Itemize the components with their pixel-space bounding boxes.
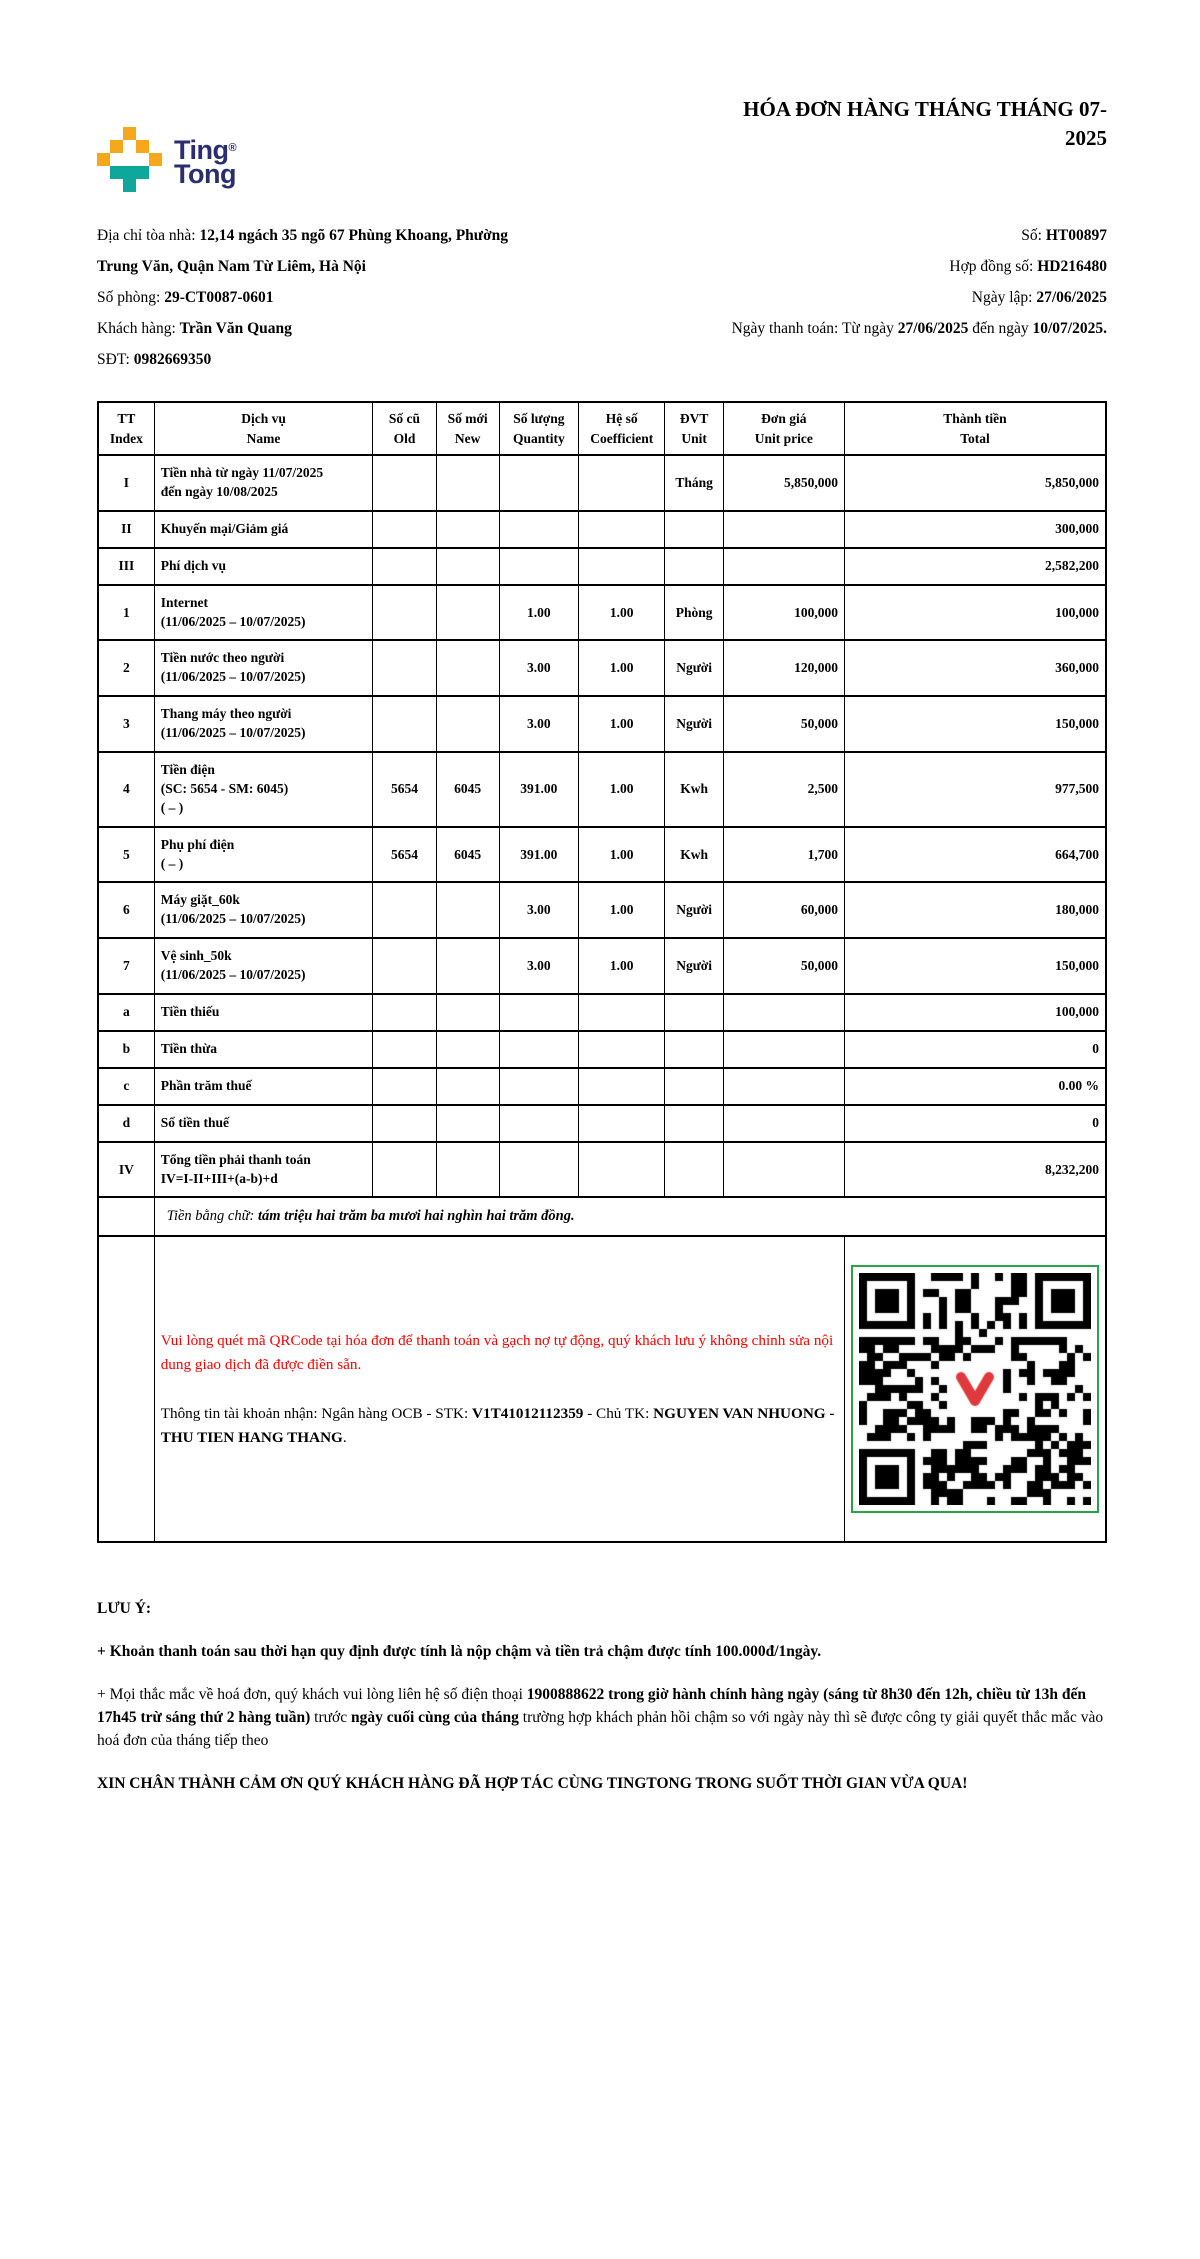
logo-pixel-empty <box>136 179 149 192</box>
logo-pixel <box>136 140 149 153</box>
table-cell <box>665 1105 723 1142</box>
logo-pixel-empty <box>97 166 110 179</box>
table-cell: Người <box>665 696 723 752</box>
registered-mark: ® <box>228 142 237 154</box>
text-segment: V1T41012112359 <box>472 1405 584 1423</box>
table-cell <box>723 994 844 1031</box>
table-cell: 100,000 <box>723 585 844 641</box>
meta-line <box>663 251 1107 282</box>
invoice-title-line2: 2025 <box>1065 126 1107 150</box>
table-cell <box>373 994 436 1031</box>
table-cell: 300,000 <box>844 511 1106 548</box>
text-segment: 12,14 ngách 35 ngõ 67 Phùng Khoang, Phường <box>199 227 509 244</box>
logo-pixel-empty <box>123 153 136 166</box>
text-segment: Địa chỉ tòa nhà: <box>97 227 200 244</box>
table-cell: 1.00 <box>579 938 665 994</box>
qr-warning-text <box>161 1329 838 1376</box>
text-segment: 27/06/2025 <box>1036 289 1107 306</box>
invoice-meta <box>97 220 1107 375</box>
table-cell: 3.00 <box>499 640 578 696</box>
service-name-cell: Tiền điện (SC: 5654 - SM: 6045) ( – ) <box>154 752 373 827</box>
service-name-cell: Phí dịch vụ <box>154 548 373 585</box>
logo-pixel <box>123 127 136 140</box>
table-cell: 391.00 <box>499 827 578 883</box>
table-cell: III <box>98 548 154 585</box>
wordmark-tong: Tong <box>174 159 236 189</box>
table-cell: 0 <box>844 1031 1106 1068</box>
text-segment: Số: <box>1021 227 1046 244</box>
text-segment: tám triệu hai trăm ba mươi hai nghìn hai trăm đồng. <box>257 1208 575 1225</box>
table-cell <box>723 548 844 585</box>
table-cell: 180,000 <box>844 882 1106 938</box>
table-cell: 120,000 <box>723 640 844 696</box>
text-segment: Tiền bằng chữ: <box>166 1208 258 1225</box>
text-segment: Ngày thanh toán: Từ ngày <box>731 320 898 337</box>
table-cell <box>579 548 665 585</box>
service-name-cell: Thang máy theo người (11/06/2025 – 10/07/2025) <box>154 696 373 752</box>
meta-line <box>97 313 663 344</box>
table-cell: 391.00 <box>499 752 578 827</box>
table-cell: 100,000 <box>844 994 1106 1031</box>
table-cell <box>436 511 499 548</box>
table-cell: I <box>98 455 154 511</box>
table-row <box>98 511 1106 548</box>
header <box>97 93 1107 192</box>
table-cell: 6045 <box>436 827 499 883</box>
text-segment: HD216480 <box>1037 258 1107 275</box>
table-cell: 1.00 <box>499 585 578 641</box>
table-cell: 8,232,200 <box>844 1142 1106 1198</box>
table-cell: 5654 <box>373 827 436 883</box>
meta-line <box>97 344 663 375</box>
table-cell <box>665 548 723 585</box>
table-cell: 1,700 <box>723 827 844 883</box>
logo-pixel-empty <box>136 127 149 140</box>
logo-pixel <box>110 166 123 179</box>
table-cell: 150,000 <box>844 696 1106 752</box>
table-cell: 664,700 <box>844 827 1106 883</box>
logo-pixel-empty <box>110 179 123 192</box>
table-cell <box>579 455 665 511</box>
text-segment: - Chủ TK: <box>583 1405 654 1423</box>
meta-line <box>663 282 1107 313</box>
text-segment: 27/06/2025 <box>897 320 969 337</box>
table-cell <box>499 1031 578 1068</box>
qr-instructions-cell <box>154 1236 844 1542</box>
table-cell <box>436 455 499 511</box>
table-cell <box>436 1031 499 1068</box>
logo-pixel <box>123 166 136 179</box>
table-cell <box>665 1142 723 1198</box>
table-row <box>98 585 1106 641</box>
table-cell <box>436 696 499 752</box>
qr-cell <box>844 1236 1106 1542</box>
text-segment: XIN CHÂN THÀNH CẢM ƠN QUÝ KHÁCH HÀNG ĐÃ HỢP TÁC CÙNG TINGTONG TRONG SUỐT THỜI GIAN VỪA QUA! <box>97 1775 968 1793</box>
logo-pixel-empty <box>149 140 162 153</box>
table-cell: II <box>98 511 154 548</box>
table-cell: 2 <box>98 640 154 696</box>
table-row <box>98 1105 1106 1142</box>
service-name-cell: Khuyến mại/Giảm giá <box>154 511 373 548</box>
table-cell <box>373 548 436 585</box>
table-cell <box>499 994 578 1031</box>
column-header: TT Index <box>98 402 154 455</box>
service-name-cell: Tiền thừa <box>154 1031 373 1068</box>
logo-pixel-empty <box>149 127 162 140</box>
meta-line <box>97 220 663 251</box>
table-cell <box>723 511 844 548</box>
text-segment: Trần Văn Quang <box>179 320 292 337</box>
table-cell: 2,500 <box>723 752 844 827</box>
table-cell: 3 <box>98 696 154 752</box>
text-segment: 10/07/2025. <box>1032 320 1107 337</box>
logo-pixel-empty <box>110 153 123 166</box>
service-name-cell: Phụ phí điện ( – ) <box>154 827 373 883</box>
text-segment: Số phòng: <box>97 289 165 306</box>
logo-pixel-empty <box>110 127 123 140</box>
logo-pixel-empty <box>97 127 110 140</box>
table-cell <box>98 1236 154 1542</box>
table-cell: 5 <box>98 827 154 883</box>
service-name-cell: Số tiền thuế <box>154 1105 373 1142</box>
table-cell <box>436 1105 499 1142</box>
table-cell: 50,000 <box>723 938 844 994</box>
table-cell: b <box>98 1031 154 1068</box>
table-cell <box>723 1031 844 1068</box>
table-cell: 3.00 <box>499 882 578 938</box>
column-header: Đơn giá Unit price <box>723 402 844 455</box>
table-cell <box>436 1068 499 1105</box>
table-cell: 5,850,000 <box>844 455 1106 511</box>
table-cell: 1.00 <box>579 585 665 641</box>
table-cell <box>723 1068 844 1105</box>
column-header: Số cũ Old <box>373 402 436 455</box>
column-header: ĐVT Unit <box>665 402 723 455</box>
table-cell <box>373 696 436 752</box>
table-cell <box>436 938 499 994</box>
tingtong-wordmark <box>174 135 237 189</box>
table-cell <box>665 1068 723 1105</box>
note-hotline <box>97 1683 1107 1752</box>
table-cell: 150,000 <box>844 938 1106 994</box>
service-name-cell: Tổng tiền phải thanh toán IV=I-II+III+(a-b)+d <box>154 1142 373 1198</box>
table-cell <box>579 1068 665 1105</box>
notes-heading: LƯU Ý: <box>97 1600 152 1618</box>
invoice-title-line1: HÓA ĐƠN HÀNG THÁNG THÁNG 07- <box>743 97 1107 121</box>
meta-line <box>663 220 1107 251</box>
table-cell: 3.00 <box>499 696 578 752</box>
table-cell <box>436 585 499 641</box>
table-row <box>98 882 1106 938</box>
table-cell: Phòng <box>665 585 723 641</box>
logo-pixel-empty <box>149 166 162 179</box>
table-cell <box>579 994 665 1031</box>
table-cell: 1.00 <box>579 752 665 827</box>
text-segment: Ngày lập: <box>971 289 1037 306</box>
table-row <box>98 455 1106 511</box>
table-cell: 5654 <box>373 752 436 827</box>
table-cell: Kwh <box>665 827 723 883</box>
table-cell: 1.00 <box>579 640 665 696</box>
table-cell: 6 <box>98 882 154 938</box>
logo-pixel-empty <box>136 153 149 166</box>
column-header: Số mới New <box>436 402 499 455</box>
text-segment: Trung Văn, Quận Nam Từ Liêm, Hà Nội <box>97 258 366 275</box>
table-cell: d <box>98 1105 154 1142</box>
text-segment: . <box>342 1428 347 1446</box>
service-name-cell: Internet (11/06/2025 – 10/07/2025) <box>154 585 373 641</box>
table-row <box>98 994 1106 1031</box>
qr-code-frame <box>851 1265 1099 1513</box>
table-cell <box>373 1105 436 1142</box>
table-cell <box>373 938 436 994</box>
table-cell: c <box>98 1068 154 1105</box>
table-cell <box>499 548 578 585</box>
table-cell <box>499 455 578 511</box>
table-row <box>98 548 1106 585</box>
column-header: Hệ số Coefficient <box>579 402 665 455</box>
table-cell: 5,850,000 <box>723 455 844 511</box>
text-segment: Khách hàng: <box>97 320 180 337</box>
table-cell <box>723 1142 844 1198</box>
table-cell <box>723 1105 844 1142</box>
table-row <box>98 1031 1106 1068</box>
table-cell <box>373 511 436 548</box>
logo-pixel <box>149 153 162 166</box>
service-name-cell: Tiền nước theo người (11/06/2025 – 10/07/2025) <box>154 640 373 696</box>
note-thank-you <box>97 1772 1107 1795</box>
column-header: Thành tiền Total <box>844 402 1106 455</box>
qr-row <box>98 1236 1106 1542</box>
meta-line <box>97 282 663 313</box>
table-row <box>98 827 1106 883</box>
table-cell: Người <box>665 882 723 938</box>
table-cell <box>579 511 665 548</box>
table-cell <box>373 585 436 641</box>
text-segment: NGUYEN VAN NHUONG - THU TIEN HANG THANG <box>160 1405 835 1446</box>
meta-line <box>663 313 1107 344</box>
table-cell <box>579 1142 665 1198</box>
service-name-cell: Tiền thiếu <box>154 994 373 1031</box>
text-segment: 0982669350 <box>133 351 212 368</box>
table-cell <box>373 1068 436 1105</box>
table-cell <box>373 1142 436 1198</box>
table-cell: 1.00 <box>579 827 665 883</box>
table-cell: 1.00 <box>579 696 665 752</box>
table-cell <box>665 511 723 548</box>
table-cell: IV <box>98 1142 154 1198</box>
table-row <box>98 1068 1106 1105</box>
table-cell: 1 <box>98 585 154 641</box>
tingtong-logo <box>97 127 236 192</box>
text-segment: + Khoản thanh toán sau thời hạn quy định được tính là nộp chậm và tiền trả chậm được tính 100.000đ/1ngày. <box>97 1643 822 1661</box>
table-cell <box>436 548 499 585</box>
table-cell: 360,000 <box>844 640 1106 696</box>
column-header: Số lượng Quantity <box>499 402 578 455</box>
tingtong-logo-icon <box>97 127 162 192</box>
text-segment: 29-CT0087-0601 <box>164 289 274 306</box>
table-row <box>98 1142 1106 1198</box>
amount-in-words-cell <box>154 1197 1106 1236</box>
service-name-cell: Phần trăm thuế <box>154 1068 373 1105</box>
table-cell <box>373 882 436 938</box>
text-segment: ngày cuối cùng của tháng <box>350 1709 519 1727</box>
table-cell: Người <box>665 640 723 696</box>
table-cell <box>373 640 436 696</box>
service-name-cell: Máy giặt_60k (11/06/2025 – 10/07/2025) <box>154 882 373 938</box>
meta-line <box>97 251 663 282</box>
table-cell <box>98 1197 154 1236</box>
customer-info <box>97 220 663 375</box>
text-segment: đến ngày <box>968 320 1033 337</box>
table-row <box>98 640 1106 696</box>
text-segment: trước <box>310 1709 351 1727</box>
logo-pixel-empty <box>97 179 110 192</box>
text-segment: trường hợp khách phản hồi chậm so với ngày này thì sẽ được công ty giải quyết thắc mắc vào hoá đơn của tháng tiếp theo <box>97 1709 1104 1750</box>
table-header-row <box>98 402 1106 455</box>
column-header: Dịch vụ Name <box>154 402 373 455</box>
table-cell: 60,000 <box>723 882 844 938</box>
bank-account-text <box>161 1402 838 1449</box>
table-row <box>98 696 1106 752</box>
table-cell: 6045 <box>436 752 499 827</box>
table-cell <box>499 511 578 548</box>
table-cell <box>436 640 499 696</box>
table-cell: 2,582,200 <box>844 548 1106 585</box>
wordmark-ting: Ting <box>174 135 229 165</box>
table-cell: 4 <box>98 752 154 827</box>
note-late-payment <box>97 1640 1107 1663</box>
table-cell: 100,000 <box>844 585 1106 641</box>
table-cell: 0.00 % <box>844 1068 1106 1105</box>
table-cell <box>499 1142 578 1198</box>
table-cell <box>373 455 436 511</box>
text-segment: Vui lòng quét mã QRCode tại hóa đơn để thanh toán và gạch nợ tự động, quý khách lưu ý không chỉnh sửa nội dung giao dịch đã được điền sẵn. <box>160 1332 834 1373</box>
table-cell <box>579 1031 665 1068</box>
logo-pixel <box>123 179 136 192</box>
table-cell: 3.00 <box>499 938 578 994</box>
table-cell: 0 <box>844 1105 1106 1142</box>
table-cell: 1.00 <box>579 882 665 938</box>
logo-pixel <box>110 140 123 153</box>
text-segment: HT00897 <box>1045 227 1107 244</box>
logo-pixel-empty <box>123 140 136 153</box>
logo-pixel <box>136 166 149 179</box>
service-name-cell: Vệ sinh_50k (11/06/2025 – 10/07/2025) <box>154 938 373 994</box>
logo-pixel-empty <box>97 140 110 153</box>
table-cell <box>436 882 499 938</box>
footer-notes <box>97 1597 1107 1795</box>
table-cell: Người <box>665 938 723 994</box>
table-cell: 50,000 <box>723 696 844 752</box>
service-name-cell: Tiền nhà từ ngày 11/07/2025 đến ngày 10/08/2025 <box>154 455 373 511</box>
invoice-info <box>663 220 1107 375</box>
table-cell <box>499 1105 578 1142</box>
text-segment: Thông tin tài khoản nhận: Ngân hàng OCB - STK: <box>160 1405 473 1423</box>
table-cell: Kwh <box>665 752 723 827</box>
text-segment: Hợp đồng số: <box>949 258 1038 275</box>
text-segment: SĐT: <box>97 351 134 368</box>
text-segment: + Mọi thắc mắc về hoá đơn, quý khách vui lòng liên hệ số điện thoại <box>97 1686 527 1704</box>
logo-pixel-empty <box>149 179 162 192</box>
amount-in-words-row <box>98 1197 1106 1236</box>
table-cell <box>665 1031 723 1068</box>
invoice-table <box>97 401 1107 1543</box>
table-cell: 7 <box>98 938 154 994</box>
table-cell <box>665 994 723 1031</box>
table-cell: Tháng <box>665 455 723 511</box>
table-cell: 977,500 <box>844 752 1106 827</box>
table-cell: a <box>98 994 154 1031</box>
table-row <box>98 938 1106 994</box>
qr-code <box>859 1273 1091 1505</box>
table-row <box>98 752 1106 827</box>
text-segment: 1900888622 trong giờ hành chính hàng ngày (sáng từ 8h30 đến 12h, chiều từ 13h đến 17h45 trừ sáng thứ 2 hàng tuần) <box>97 1686 1086 1727</box>
invoice-title <box>236 93 1107 153</box>
table-cell <box>499 1068 578 1105</box>
table-cell <box>436 1142 499 1198</box>
table-cell <box>579 1105 665 1142</box>
table-cell <box>373 1031 436 1068</box>
logo-pixel <box>97 153 110 166</box>
table-cell <box>436 994 499 1031</box>
